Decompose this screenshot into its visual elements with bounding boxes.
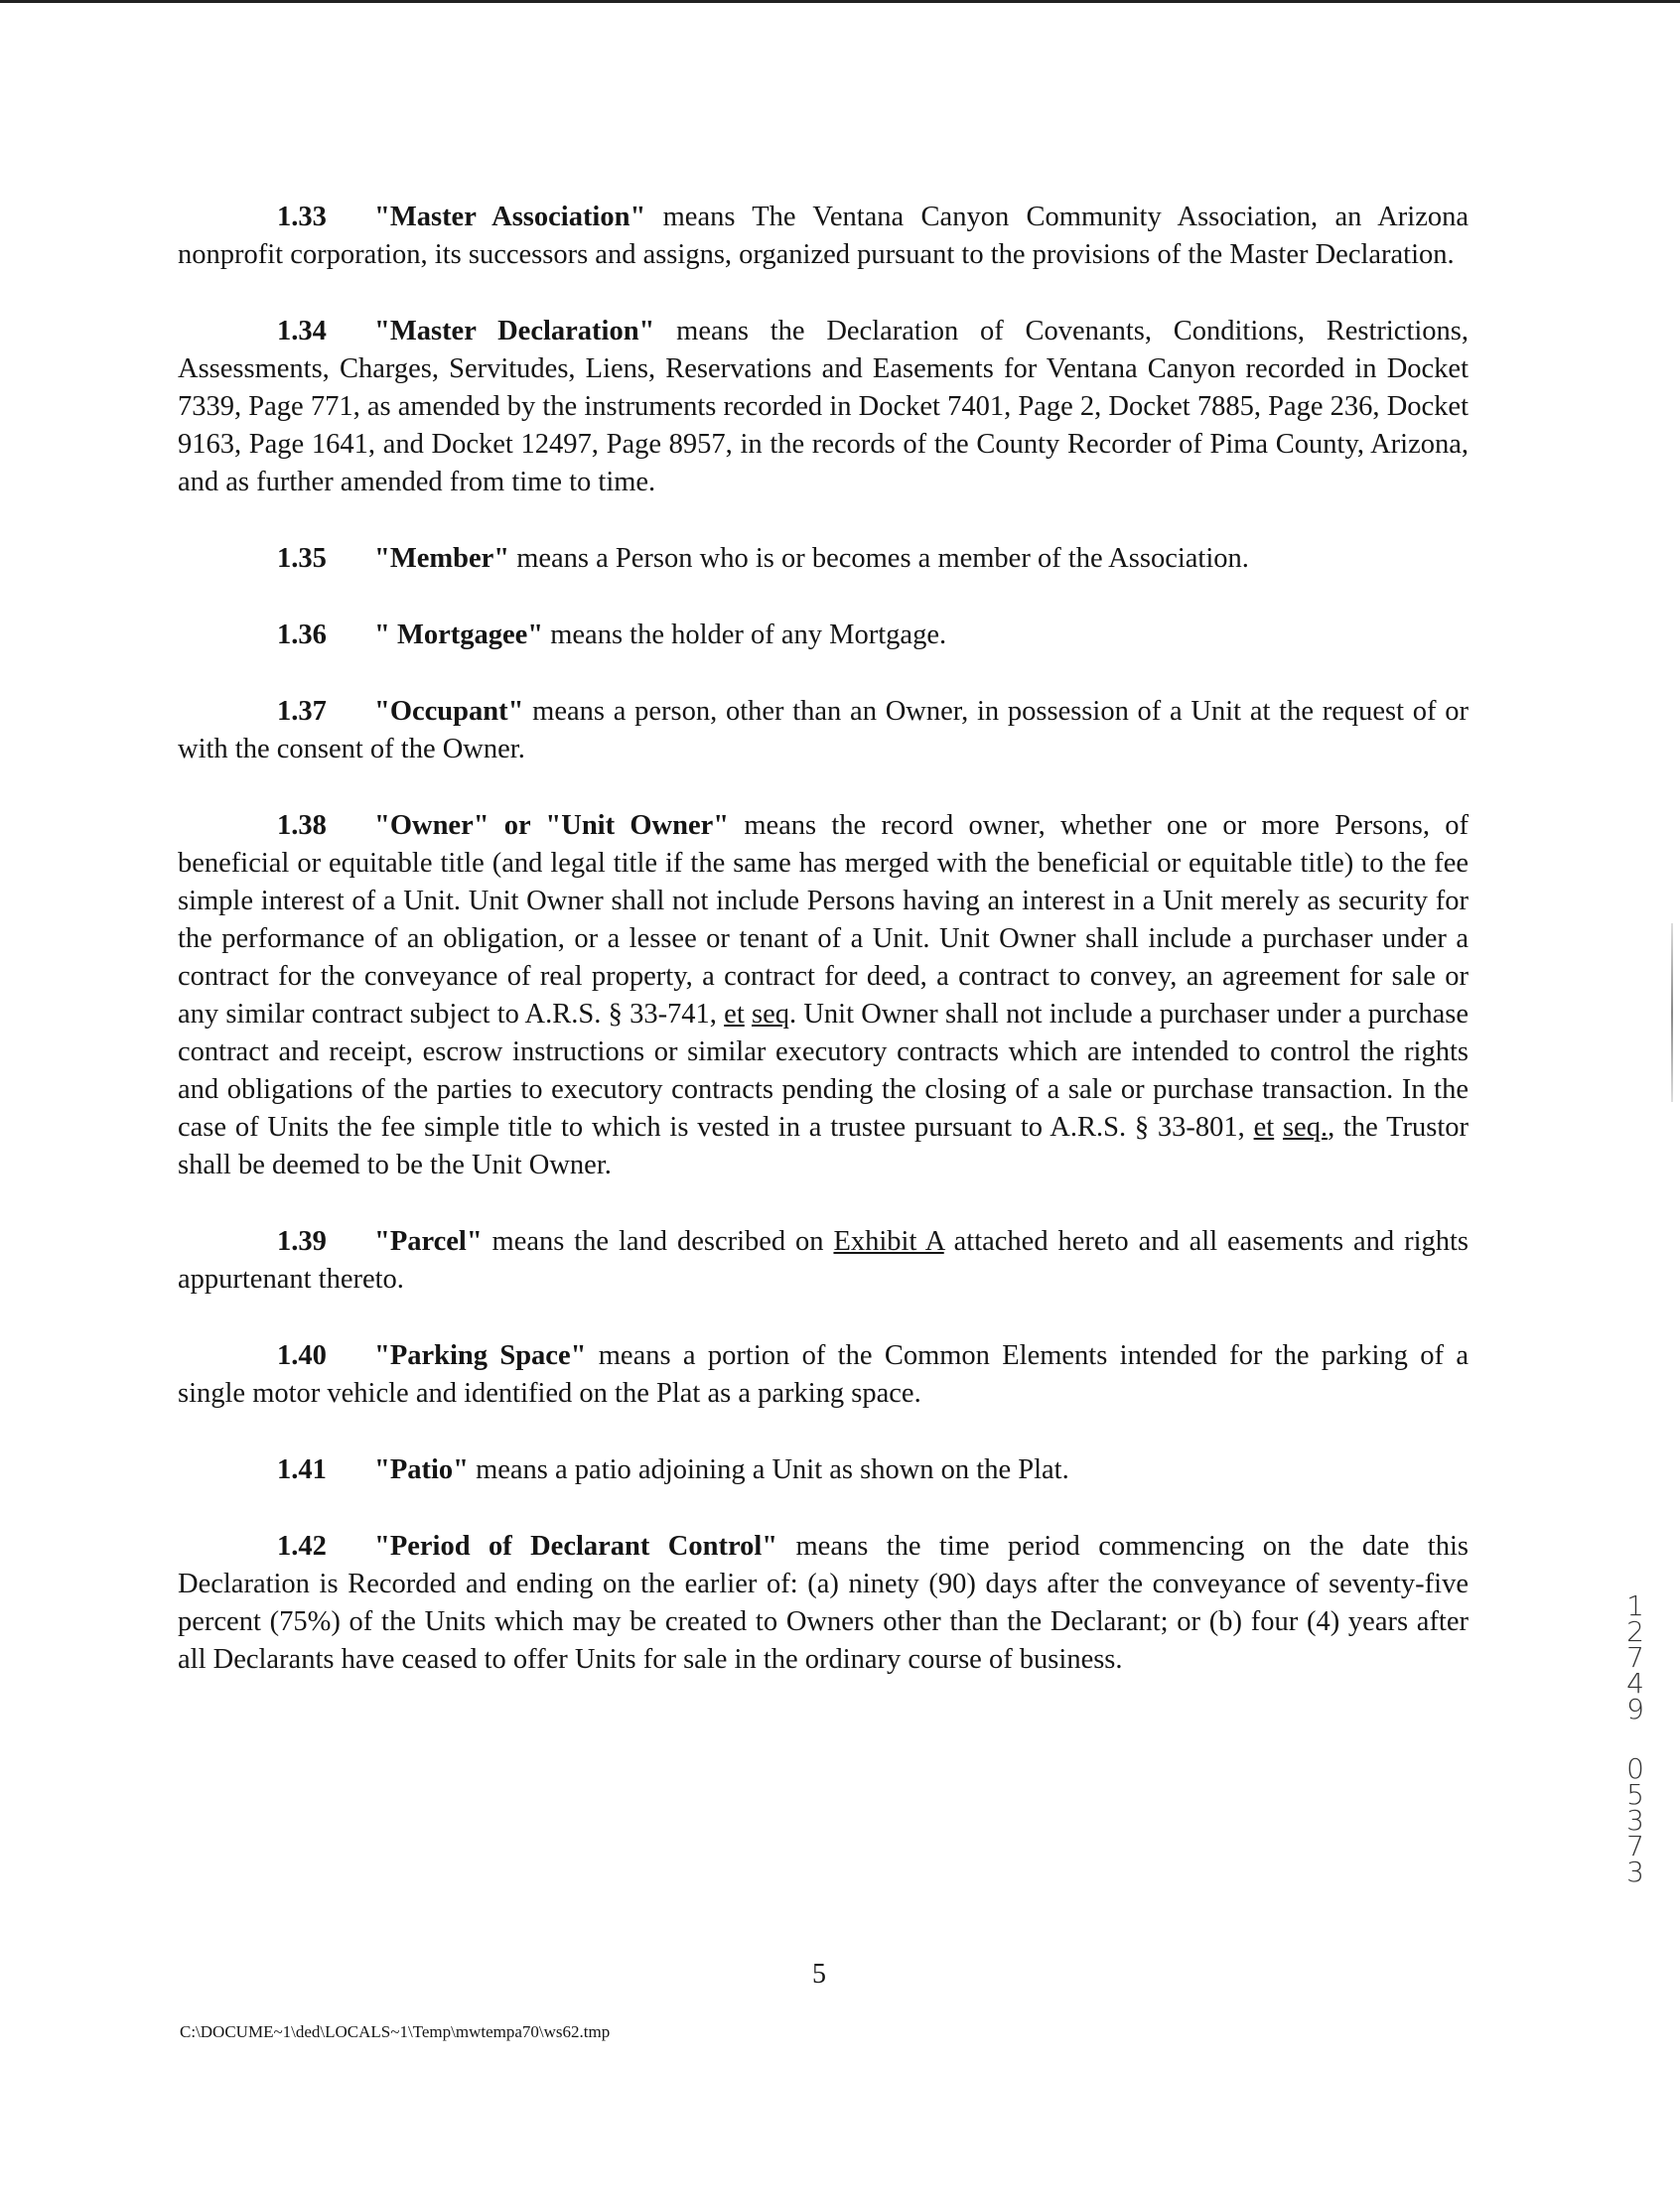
definition-1-39 bbox=[178, 1223, 1469, 1299]
stamp-gap bbox=[1618, 1722, 1652, 1756]
defined-term: "Period of Declarant Control" bbox=[374, 1531, 778, 1562]
section-number: 1.41 bbox=[277, 1454, 327, 1485]
page-number: 5 bbox=[812, 1959, 826, 1990]
section-number: 1.37 bbox=[277, 696, 327, 727]
stamp-digit: 4 bbox=[1626, 1667, 1644, 1700]
definition-text: means the time period commencing on the date this Declaration is Recorded and ending on the earlier of: (a) ninety (90) days after the conveyance of seventy-five percent (75%) of the Units which may be created to Owners other than the Declarant; or (b) four (4) years after all Declarants have ceased to offer Units for sale in the ordinary course of business. bbox=[178, 1531, 1469, 1675]
stamp-digit: 7 bbox=[1626, 1641, 1644, 1674]
footer-file-path: C:\DOCUME~1\ded\LOCALS~1\Temp\mwtempa70\ws62.tmp bbox=[180, 2022, 611, 2041]
defined-term: "Master Declaration" bbox=[374, 316, 655, 346]
definition-text: means a person, other than an Owner, in possession of a Unit at the request of or with the consent of the Owner. bbox=[178, 696, 1469, 764]
definition-text: means a patio adjoining a Unit as shown on the Plat. bbox=[468, 1454, 1069, 1485]
definition-1-33 bbox=[178, 199, 1469, 274]
definition-text: means the record owner, whether one or more Persons, of beneficial or equitable title (and legal title if the same has merged with the beneficial or equitable title) to the fee simple interest of a Unit. Unit Owner shall not include Persons having an interest in a Unit merely as security for the performance of an obligation, or a lessee or tenant of a Unit. Unit Owner shall include a purchaser under a contract for the conveyance of real property, a contract for deed, a contract to convey, an agreement for sale or any similar contract subject to A.R.S. § 33-741, bbox=[178, 810, 1469, 1030]
definition-1-36 bbox=[178, 617, 1469, 654]
page-top-edge bbox=[0, 0, 1680, 3]
definition-text: , the Trustor shall be deemed to be the Unit Owner. bbox=[178, 1112, 1470, 1180]
section-number: 1.34 bbox=[277, 316, 327, 346]
stamp-digit: 9 bbox=[1626, 1693, 1644, 1725]
stamp-digit: 0 bbox=[1626, 1752, 1644, 1785]
section-number: 1.42 bbox=[277, 1531, 327, 1562]
section-number: 1.33 bbox=[277, 202, 327, 232]
latin-seq: seq. bbox=[1282, 1112, 1329, 1143]
stamp-digit: 2 bbox=[1626, 1615, 1644, 1648]
stamp-digit: 1 bbox=[1626, 1589, 1644, 1622]
defined-term: "Member" bbox=[374, 543, 510, 574]
definition-text: means the land described on bbox=[482, 1226, 834, 1257]
section-number: 1.35 bbox=[277, 543, 327, 574]
definition-text: . Unit Owner shall not include a purchaser under a purchase contract and receipt, escrow instructions or similar executory contracts which are intended to control the rights and obligations of the parties to executory contracts pending the closing of a sale or purchase transaction. In the case of Units the fee simple title to which is vested in a trustee pursuant to A.R.S. § 33-801, bbox=[178, 999, 1469, 1143]
definition-1-40 bbox=[178, 1337, 1469, 1413]
defined-term: "Patio" bbox=[374, 1454, 469, 1485]
defined-term: " Mortgagee" bbox=[374, 620, 544, 650]
latin-et: et bbox=[1253, 1112, 1275, 1143]
defined-term: "Parcel" bbox=[374, 1226, 483, 1257]
definition-text: means a Person who is or becomes a member of the Association. bbox=[509, 543, 1249, 574]
defined-term: "Owner" or "Unit Owner" bbox=[374, 810, 730, 841]
stamp-digit: 3 bbox=[1626, 1804, 1644, 1837]
section-number: 1.38 bbox=[277, 810, 327, 841]
latin-seq: seq bbox=[751, 999, 789, 1030]
definition-1-42 bbox=[178, 1528, 1469, 1679]
definition-1-37 bbox=[178, 693, 1469, 768]
latin-et: et bbox=[724, 999, 745, 1030]
defined-term: "Master Association" bbox=[374, 202, 646, 232]
definition-text: means the Declaration of Covenants, Conditions, Restrictions, Assessments, Charges, Servitudes, Liens, Reservations and Easements for Ventana Canyon recorded in Docket 7339, Page 771, as amended by the instruments recorded in Docket 7401, Page 2, Docket 7885, Page 236, Docket 9163, Page 1641, and Docket 12497, Page 8957, in the records of the County Recorder of Pima County, Arizona, and as further amended from time to time. bbox=[178, 316, 1469, 497]
definition-1-35 bbox=[178, 540, 1469, 578]
stamp-digit: 5 bbox=[1626, 1778, 1644, 1811]
docket-page-stamp bbox=[1618, 1589, 1652, 1888]
definition-text: means The Ventana Canyon Community Association, an Arizona nonprofit corporation, its successors and assigns, organized pursuant to the provisions of the Master Declaration. bbox=[178, 202, 1469, 270]
definition-text: attached hereto and all easements and rights appurtenant thereto. bbox=[178, 1226, 1470, 1295]
scan-artifact bbox=[1671, 923, 1673, 1102]
section-number: 1.40 bbox=[277, 1340, 327, 1371]
stamp-digit: 3 bbox=[1626, 1856, 1644, 1888]
definition-text: means a portion of the Common Elements intended for the parking of a single motor vehicle and identified on the Plat as a parking space. bbox=[178, 1340, 1469, 1409]
defined-term: "Occupant" bbox=[374, 696, 524, 727]
defined-term: "Parking Space" bbox=[374, 1340, 587, 1371]
definition-1-41 bbox=[178, 1451, 1469, 1489]
section-number: 1.36 bbox=[277, 620, 327, 650]
definition-1-38 bbox=[178, 807, 1469, 1184]
definition-text: means the holder of any Mortgage. bbox=[543, 620, 947, 650]
definition-1-34 bbox=[178, 313, 1469, 501]
stamp-digit: 7 bbox=[1626, 1830, 1644, 1862]
document-body bbox=[178, 199, 1469, 1718]
exhibit-reference: Exhibit A bbox=[833, 1226, 944, 1257]
section-number: 1.39 bbox=[277, 1226, 327, 1257]
